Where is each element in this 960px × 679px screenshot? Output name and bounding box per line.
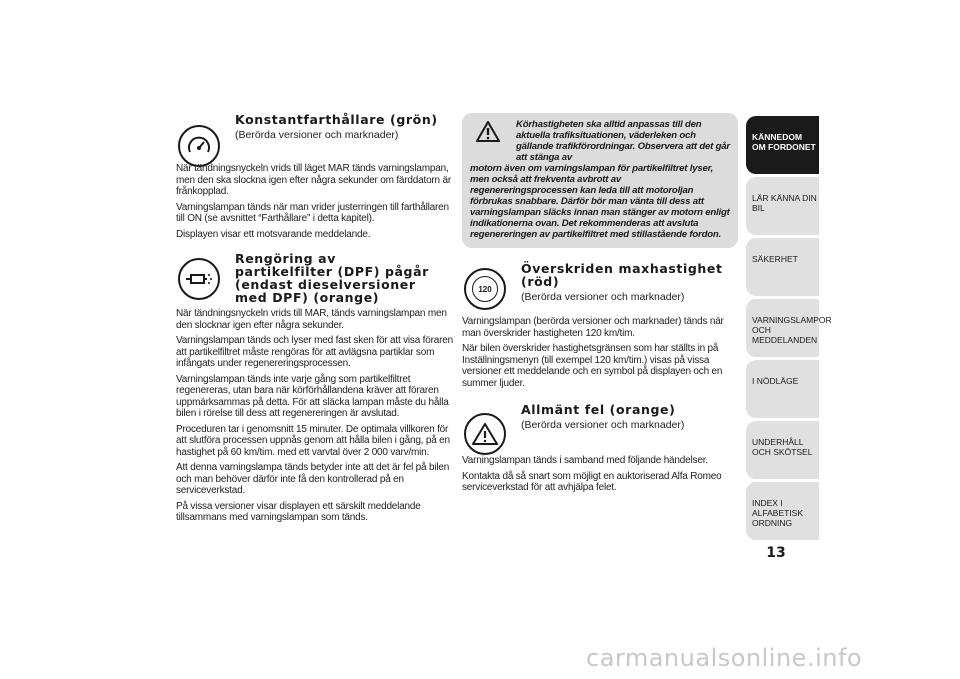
paragraph: På vissa versioner visar displayen ett särskilt meddelande tillsammans med varningslampan som tänds. bbox=[176, 500, 421, 523]
page-number: 13 bbox=[766, 545, 786, 561]
paragraph: Displayen visar ett motsvarande meddelande. bbox=[176, 228, 371, 240]
section-overspeed-header bbox=[462, 262, 738, 310]
paragraph: Varningslampan tänds och lyser med fast sken för att visa föraren att partikelfiltret måste rengöras för att avlägsna partiklar som infångats under regenereringsprocessen. bbox=[176, 335, 453, 369]
speed-limit-120-icon bbox=[464, 268, 506, 310]
general-fault-icon bbox=[464, 413, 506, 455]
tab-i-nodlage[interactable]: I NÖDLÄGE bbox=[746, 360, 819, 418]
paragraph: När tändningsnyckeln vrids till läget MAR tänds varningslampan, men den ska slockna igen efter några sekunder om färddatorn är frånkopplad. bbox=[176, 163, 451, 197]
section-title: Konstantfarthållare (grön) bbox=[235, 112, 438, 127]
section-dpf-header bbox=[176, 252, 458, 304]
paragraph: Varningslampan tänds när man vrider justerringen till farthållaren till ON (se avsnittet “Farthållare” i detta kapitel). bbox=[176, 201, 449, 224]
section-title: Allmänt fel (orange) bbox=[521, 402, 676, 417]
section-title: Rengöring av partikelfilter (DPF) pågår (endast dieselversioner med DPF) (orange) bbox=[235, 251, 429, 305]
section-subtitle: (Berörda versioner och marknader) bbox=[521, 291, 685, 303]
paragraph: Kontakta då så snart som möjligt en auktoriserad Alfa Romeo serviceverkstad för att avhjälpa felet. bbox=[462, 470, 722, 493]
paragraph: Varningslampan (berörda versioner och marknader) tänds när man överskrider hastigheten 120 km/tim. bbox=[462, 316, 724, 339]
paragraph: Proceduren tar i genomsnitt 15 minuter. De optimala villkoren för att slutföra processen uppnås genom att hålla bilen i gång, på en hastighet på 60 km/tim. med ett varvtal över 2 000 varv/min. bbox=[176, 423, 450, 458]
paragraph: När bilen överskrider hastighetsgränsen som har ställts in på Inställningsmenyn (till exempel 120 km/tim.) visas på vissa versioner ett meddelande och en symbol på displayen och en summer ljuder. bbox=[462, 343, 723, 389]
warning-text-lead: Körhastigheten ska alltid anpassas till den aktuella trafiksituationen, väderleken och gällande trafikförordningar. Observera att det går att stänga av bbox=[516, 119, 730, 163]
warning-triangle-icon bbox=[476, 121, 500, 147]
watermark: carmanualsonline.info bbox=[586, 644, 863, 672]
section-subtitle: (Berörda versioner och marknader) bbox=[235, 129, 399, 141]
warning-text: motorn även om varningslampan för partikelfiltret lyser, men också att frekventa avbrott av regenereringsprocessen kan leda till att motoroljan förbrukas snabbare. Därför bör man vänta till dess att varningslampan släcks innan man stänger av motorn enligt indikationerna ovan. Det rekommenderas att avsluta regenereringen av partikelfiltret med stillastående fordon. bbox=[470, 163, 730, 240]
section-title: Överskriden maxhastighet (röd) bbox=[521, 261, 723, 289]
right-column bbox=[462, 113, 738, 498]
section-cruise-control-header bbox=[176, 113, 458, 163]
tab-varningslampor[interactable]: VARNINGSLAMPOR OCH MEDDELANDEN bbox=[746, 299, 819, 357]
chapter-sidebar bbox=[746, 116, 832, 543]
section-subtitle: (Berörda versioner och marknader) bbox=[521, 419, 685, 431]
paragraph: När tändningsnyckeln vrids till MAR, tänds varningslampan men den slocknar igen efter några sekunder. bbox=[176, 308, 447, 331]
tab-index[interactable]: INDEX I ALFABETISK ORDNING bbox=[746, 482, 819, 540]
tab-sakerhet[interactable]: SÄKERHET bbox=[746, 238, 819, 296]
tab-underhall-och-skotsel[interactable]: UNDERHÅLL OCH SKÖTSEL bbox=[746, 421, 819, 479]
tab-lar-kanna-din-bil[interactable]: LÄR KÄNNA DIN BIL bbox=[746, 177, 819, 235]
paragraph: Varningslampan tänds i samband med följande händelser. bbox=[462, 455, 708, 466]
paragraph: Varningslampan tänds inte varje gång som partikelfiltret regenereras, utan bara när körförhållandena kräver att föraren uppmärksammas på detta. För att släcka lampan måste du hålla bilen i rörelse till dess att regenereringen är avslutad. bbox=[176, 373, 449, 419]
speed-limit-value: 120 bbox=[472, 276, 498, 302]
particulate-filter-icon bbox=[178, 258, 220, 300]
left-column bbox=[176, 113, 458, 528]
paragraph: Att denna varningslampa tänds betyder inte att det är fel på bilen och man behöver därför inte få den kontrollerad på en serviceverkstad. bbox=[176, 462, 450, 496]
speedometer-icon bbox=[178, 125, 220, 167]
tab-kannedom-om-fordonet[interactable]: KÄNNEDOM OM FORDONET bbox=[746, 116, 819, 174]
section-general-fault-header bbox=[462, 403, 738, 455]
warning-box bbox=[462, 113, 738, 248]
